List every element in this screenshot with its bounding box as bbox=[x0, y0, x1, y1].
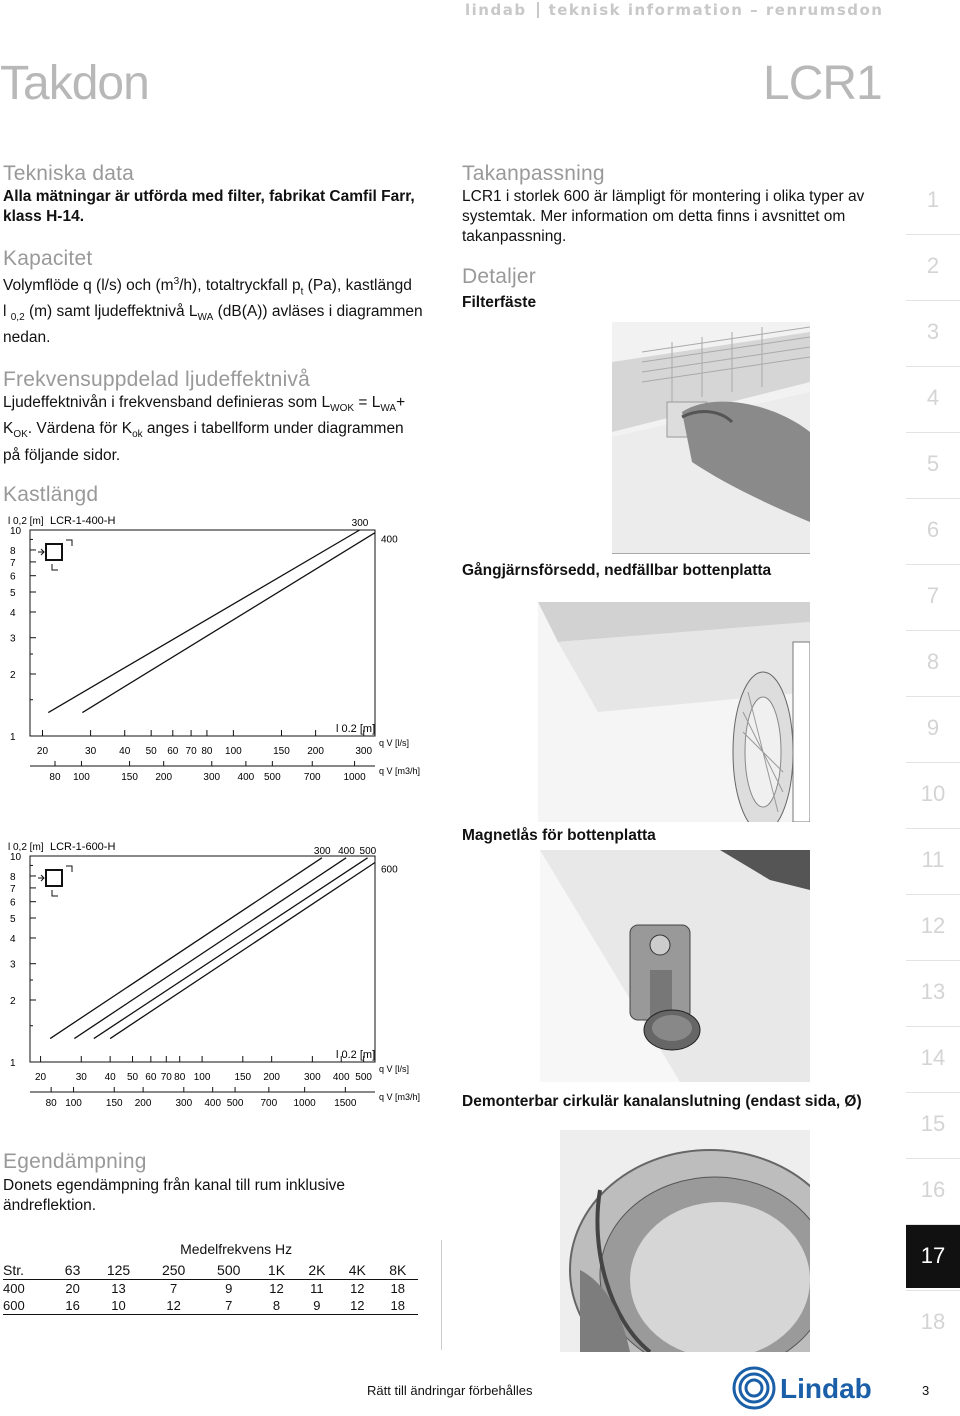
chapter-divider bbox=[906, 828, 960, 829]
chapter-tab-18[interactable]: 18 bbox=[906, 1290, 960, 1354]
chapter-divider bbox=[906, 1026, 960, 1027]
takanpassning-heading: Takanpassning bbox=[462, 162, 605, 185]
kap-t6: (dB(A)) avläses i diagrammen bbox=[213, 303, 423, 321]
freq-cell: 18 bbox=[390, 1281, 405, 1296]
y-tick-label: 3 bbox=[10, 959, 16, 971]
chapter-tab-4[interactable]: 4 bbox=[906, 366, 960, 430]
y-tick-label: 4 bbox=[10, 933, 16, 945]
detaljer-heading: Detaljer bbox=[462, 265, 536, 288]
freq-col-header: 1K bbox=[267, 1262, 286, 1278]
page-title: Takdon bbox=[0, 57, 149, 110]
x-tick-label: 40 bbox=[104, 1072, 116, 1083]
chapter-tab-6[interactable]: 6 bbox=[906, 498, 960, 562]
x-tick-label: 100 bbox=[193, 1072, 211, 1083]
y-tick-label: 8 bbox=[10, 871, 16, 883]
fr-sub1: WOK bbox=[330, 403, 355, 415]
x2-tick-label: 500 bbox=[226, 1098, 244, 1109]
lindab-logo bbox=[732, 1365, 882, 1411]
chapter-divider bbox=[906, 630, 960, 631]
product-code: LCR1 bbox=[763, 57, 882, 110]
x2-axis-label: q V [m3/h] bbox=[379, 1092, 421, 1102]
chapter-divider bbox=[906, 696, 960, 697]
freq-cell: 12 bbox=[350, 1298, 365, 1313]
fr-sub2: WA bbox=[380, 403, 397, 415]
x2-tick-label: 300 bbox=[175, 1098, 193, 1109]
right-column bbox=[462, 162, 882, 313]
series-label: 300 bbox=[351, 518, 369, 529]
kapacitet-heading: Kapacitet bbox=[3, 247, 93, 270]
x-tick-label: 70 bbox=[185, 746, 197, 757]
y-tick-label: 6 bbox=[10, 897, 16, 909]
freq-row bbox=[3, 1280, 418, 1298]
chapter-tab-11[interactable]: 11 bbox=[906, 828, 960, 892]
chapter-tab-5[interactable]: 5 bbox=[906, 432, 960, 496]
takanpassning-text: LCR1 i storlek 600 är lämpligt för montering i olika typer av systemtak. Mer information om detta finns i avsnittet om takanpassning. bbox=[462, 188, 865, 245]
left-column bbox=[3, 162, 428, 507]
freq-cell: 9 bbox=[225, 1281, 233, 1296]
series-line-400 bbox=[74, 858, 346, 1039]
freq-cell: 11 bbox=[310, 1281, 324, 1296]
chapter-tab-12[interactable]: 12 bbox=[906, 894, 960, 958]
x-tick-label: 50 bbox=[126, 1072, 139, 1083]
y-tick-label: 3 bbox=[10, 633, 16, 645]
chapter-index bbox=[906, 168, 960, 1356]
y-tick-label: 1 bbox=[10, 1058, 16, 1069]
chapter-divider bbox=[906, 498, 960, 499]
x2-tick-label: 80 bbox=[49, 772, 61, 783]
x-tick-label: 20 bbox=[36, 746, 49, 757]
fr-sub3: OK bbox=[13, 429, 28, 441]
chapter-divider bbox=[906, 300, 960, 301]
kastlangd-chart-400 bbox=[0, 508, 440, 798]
chapter-tab-3[interactable]: 3 bbox=[906, 300, 960, 364]
x-tick-label: 200 bbox=[307, 746, 324, 757]
freq-cell: 600 bbox=[3, 1298, 25, 1313]
photo-duct-collar bbox=[560, 1130, 810, 1352]
fr-t3: + bbox=[396, 394, 406, 412]
airflow-icon bbox=[38, 540, 72, 570]
x2-tick-label: 400 bbox=[204, 1098, 222, 1109]
x-tick-label: 30 bbox=[75, 1072, 87, 1083]
series-label: 400 bbox=[381, 534, 398, 546]
caption-magnet: Magnetlås för bottenplatta bbox=[462, 827, 656, 844]
series-label: 600 bbox=[381, 864, 398, 876]
x2-tick-label: 150 bbox=[121, 772, 138, 783]
photo-magnet-lock bbox=[540, 850, 810, 1082]
y-tick-label: 2 bbox=[10, 669, 16, 681]
series-label: 500 bbox=[359, 845, 377, 857]
x-tick-label: 40 bbox=[119, 746, 131, 757]
corner-label: l 0.2 [m] bbox=[336, 1049, 376, 1061]
x2-tick-label: 100 bbox=[65, 1098, 82, 1109]
series-line-600 bbox=[110, 862, 375, 1038]
fr-t5: . Värdena för K bbox=[27, 420, 133, 438]
freq-col-header: 4K bbox=[348, 1262, 366, 1278]
egen-text: Donets egendämpning från kanal till rum inklusive ändreflektion. bbox=[3, 1177, 346, 1214]
y-tick-label: 1 bbox=[10, 732, 16, 743]
freq-col-header: 63 bbox=[64, 1262, 81, 1278]
chapter-tab-8[interactable]: 8 bbox=[906, 630, 960, 694]
fr-t1: Ljudeffektnivån i frekvensband definieras som L bbox=[3, 394, 331, 412]
frekvens-heading: Frekvensuppdelad ljudeffektnivå bbox=[3, 368, 311, 392]
freq-cell: 12 bbox=[166, 1298, 181, 1313]
x-tick-label: 30 bbox=[85, 746, 97, 757]
freq-col-header: 250 bbox=[161, 1262, 186, 1278]
x2-tick-label: 700 bbox=[260, 1098, 278, 1109]
x-tick-label: 300 bbox=[304, 1072, 321, 1083]
series-line-300 bbox=[48, 530, 359, 713]
caption-filter: Filterfäste bbox=[462, 294, 537, 311]
egen-heading: Egendämpning bbox=[3, 1150, 147, 1173]
y-tick-label: 7 bbox=[10, 883, 16, 895]
x2-tick-label: 200 bbox=[134, 1098, 152, 1109]
airflow-icon bbox=[38, 866, 72, 896]
freq-cell: 400 bbox=[3, 1281, 25, 1296]
x-tick-label: 50 bbox=[145, 746, 157, 757]
footer-note: Rätt till ändringar förbehålles bbox=[367, 1383, 533, 1398]
running-header bbox=[465, 1, 883, 19]
freq-row bbox=[3, 1297, 418, 1315]
header-separator bbox=[537, 2, 539, 18]
x2-tick-label: 500 bbox=[264, 772, 281, 783]
freq-col-header: 500 bbox=[217, 1262, 241, 1278]
x2-tick-label: 80 bbox=[45, 1098, 57, 1109]
chapter-tab-9[interactable]: 9 bbox=[906, 696, 960, 760]
chapter-tab-16[interactable]: 16 bbox=[906, 1158, 960, 1222]
kap-sub3: WA bbox=[197, 312, 214, 324]
lindab-logo-mark bbox=[732, 1365, 882, 1411]
fr-t6: anges i tabellform under diagrammen bbox=[142, 420, 404, 438]
x2-tick-label: 1000 bbox=[343, 772, 366, 783]
plot-frame bbox=[30, 530, 375, 736]
x2-tick-label: 100 bbox=[73, 772, 90, 783]
kap-sub2: 0,2 bbox=[10, 312, 25, 324]
kap-t2: /h), totaltryckfall p bbox=[179, 277, 301, 295]
header-section: teknisk information – renrumsdon bbox=[548, 1, 884, 19]
fr-t2: = L bbox=[354, 394, 381, 412]
x2-tick-label: 300 bbox=[203, 772, 221, 783]
series-line-400 bbox=[82, 533, 375, 713]
chapter-divider bbox=[906, 960, 960, 961]
chapter-tab-7[interactable]: 7 bbox=[906, 564, 960, 628]
tekniska-heading: Tekniska data bbox=[3, 162, 135, 185]
chapter-divider bbox=[906, 1158, 960, 1159]
y-tick-label: 10 bbox=[10, 526, 22, 537]
chapter-tab-1[interactable]: 1 bbox=[906, 168, 960, 232]
photo-hinged-plate bbox=[538, 602, 810, 822]
y-tick-label: 7 bbox=[10, 557, 16, 569]
x-tick-label: 80 bbox=[201, 746, 213, 757]
fr-t7: på följande sidor. bbox=[3, 446, 121, 464]
kapacitet-text bbox=[3, 272, 428, 348]
egen-section bbox=[3, 1150, 428, 1216]
freq-cell: 12 bbox=[350, 1281, 365, 1296]
x-tick-label: 300 bbox=[355, 746, 373, 757]
x-tick-label: 70 bbox=[160, 1072, 172, 1083]
chapter-divider bbox=[906, 1290, 960, 1291]
chapter-tab-14[interactable]: 14 bbox=[906, 1026, 960, 1090]
kap-sup: 3 bbox=[173, 276, 180, 287]
chapter-divider bbox=[906, 234, 960, 235]
chapter-divider bbox=[906, 432, 960, 433]
freq-table bbox=[3, 1240, 418, 1315]
caption-collar: Demonterbar cirkulär kanalanslutning (endast sida, Ø) bbox=[462, 1093, 862, 1110]
freq-cell: 13 bbox=[111, 1281, 126, 1296]
freq-cell: 10 bbox=[111, 1298, 126, 1313]
chart-title: LCR-1-400-H bbox=[50, 515, 116, 527]
kastlangd-chart-600 bbox=[0, 834, 440, 1124]
series-label: 400 bbox=[338, 845, 355, 857]
kap-t1: Volymflöde q (l/s) och (m bbox=[3, 277, 174, 295]
y-tick-label: 5 bbox=[10, 588, 16, 600]
chapter-tab-17[interactable]: 17 bbox=[906, 1224, 960, 1288]
x2-tick-label: 1500 bbox=[334, 1098, 357, 1109]
chapter-divider bbox=[906, 894, 960, 895]
freq-cell: 9 bbox=[313, 1298, 321, 1313]
x-tick-label: 20 bbox=[35, 1072, 47, 1083]
x-tick-label: 400 bbox=[332, 1072, 350, 1083]
x-axis-label: q V [l/s] bbox=[379, 738, 410, 748]
freq-cell: 18 bbox=[390, 1298, 405, 1313]
chapter-divider bbox=[906, 762, 960, 763]
x-tick-label: 200 bbox=[263, 1072, 281, 1083]
chapter-tab-15[interactable]: 15 bbox=[906, 1092, 960, 1156]
x-axis-label: q V [l/s] bbox=[379, 1064, 410, 1074]
chapter-divider bbox=[906, 564, 960, 565]
x-tick-label: 500 bbox=[355, 1072, 372, 1083]
x-tick-label: 60 bbox=[167, 746, 179, 757]
chapter-tab-2[interactable]: 2 bbox=[906, 234, 960, 298]
freq-group-header: Medelfrekvens Hz bbox=[180, 1241, 293, 1257]
x-tick-label: 60 bbox=[145, 1072, 157, 1083]
freq-cell: 8 bbox=[272, 1298, 281, 1313]
y-axis-label: l 0,2 [m] bbox=[8, 516, 44, 527]
frekvens-text bbox=[3, 393, 428, 465]
freq-header-row bbox=[3, 1261, 418, 1280]
photo-filter-bracket bbox=[612, 322, 810, 554]
fr-t4: K bbox=[3, 420, 14, 438]
kap-t4: l bbox=[3, 303, 11, 321]
x-tick-label: 150 bbox=[234, 1072, 252, 1083]
y-tick-label: 8 bbox=[10, 545, 16, 557]
series-label: 300 bbox=[313, 845, 331, 857]
chapter-tab-13[interactable]: 13 bbox=[906, 960, 960, 1024]
freq-cell: 16 bbox=[65, 1298, 80, 1313]
x2-tick-label: 150 bbox=[105, 1098, 123, 1109]
y-tick-label: 5 bbox=[10, 914, 16, 926]
y-tick-label: 6 bbox=[10, 571, 16, 583]
x2-tick-label: 200 bbox=[155, 772, 173, 783]
x-tick-label: 80 bbox=[174, 1072, 186, 1083]
fr-sub4: ok bbox=[132, 429, 143, 441]
freq-cell: 20 bbox=[65, 1281, 80, 1296]
series-line-500 bbox=[94, 858, 368, 1039]
corner-label: l 0.2 [m] bbox=[336, 723, 376, 735]
y-tick-label: 2 bbox=[10, 995, 16, 1007]
x2-tick-label: 400 bbox=[237, 772, 255, 783]
freq-col-header: 2K bbox=[308, 1262, 326, 1278]
series-line-300 bbox=[50, 858, 322, 1039]
freq-col-header: 8K bbox=[389, 1262, 407, 1278]
kap-t3: (Pa), kastlängd bbox=[303, 277, 412, 295]
caption-hinge: Gångjärnsförsedd, nedfällbar bottenplatta bbox=[462, 562, 772, 579]
tekniska-text: Alla mätningar är utförda med filter, fabrikat Camfil Farr, klass H-14. bbox=[3, 188, 415, 225]
chapter-tab-10[interactable]: 10 bbox=[906, 762, 960, 826]
x2-tick-label: 1000 bbox=[293, 1098, 316, 1109]
y-tick-label: 4 bbox=[10, 607, 16, 619]
x2-tick-label: 700 bbox=[303, 772, 321, 783]
kap-t5: (m) samt ljudeffektnivå L bbox=[24, 303, 198, 321]
chart-title: LCR-1-600-H bbox=[50, 841, 116, 853]
page-number: 3 bbox=[922, 1383, 930, 1398]
freq-cell: 12 bbox=[269, 1281, 284, 1296]
kastlangd-heading: Kastlängd bbox=[3, 482, 99, 506]
kap-t7: nedan. bbox=[3, 329, 51, 347]
freq-col-header: 125 bbox=[106, 1262, 131, 1278]
freq-table-wrap bbox=[3, 1240, 418, 1315]
column-divider bbox=[441, 1240, 442, 1350]
header-brand: lindab bbox=[465, 1, 527, 19]
freq-cell: 7 bbox=[225, 1298, 233, 1313]
x-tick-label: 100 bbox=[225, 746, 242, 757]
freq-cell: 7 bbox=[170, 1281, 178, 1296]
x2-axis-label: q V [m3/h] bbox=[379, 766, 421, 776]
chapter-divider bbox=[906, 1092, 960, 1093]
freq-col-header: Str. bbox=[3, 1262, 25, 1278]
chapter-divider bbox=[906, 1224, 960, 1225]
chapter-divider bbox=[906, 366, 960, 367]
x-tick-label: 150 bbox=[273, 746, 290, 757]
y-axis-label: l 0,2 [m] bbox=[8, 842, 44, 853]
kap-sub: t bbox=[300, 286, 304, 298]
y-tick-label: 10 bbox=[10, 852, 22, 863]
lindab-logo-text: Lindab bbox=[780, 1373, 872, 1404]
